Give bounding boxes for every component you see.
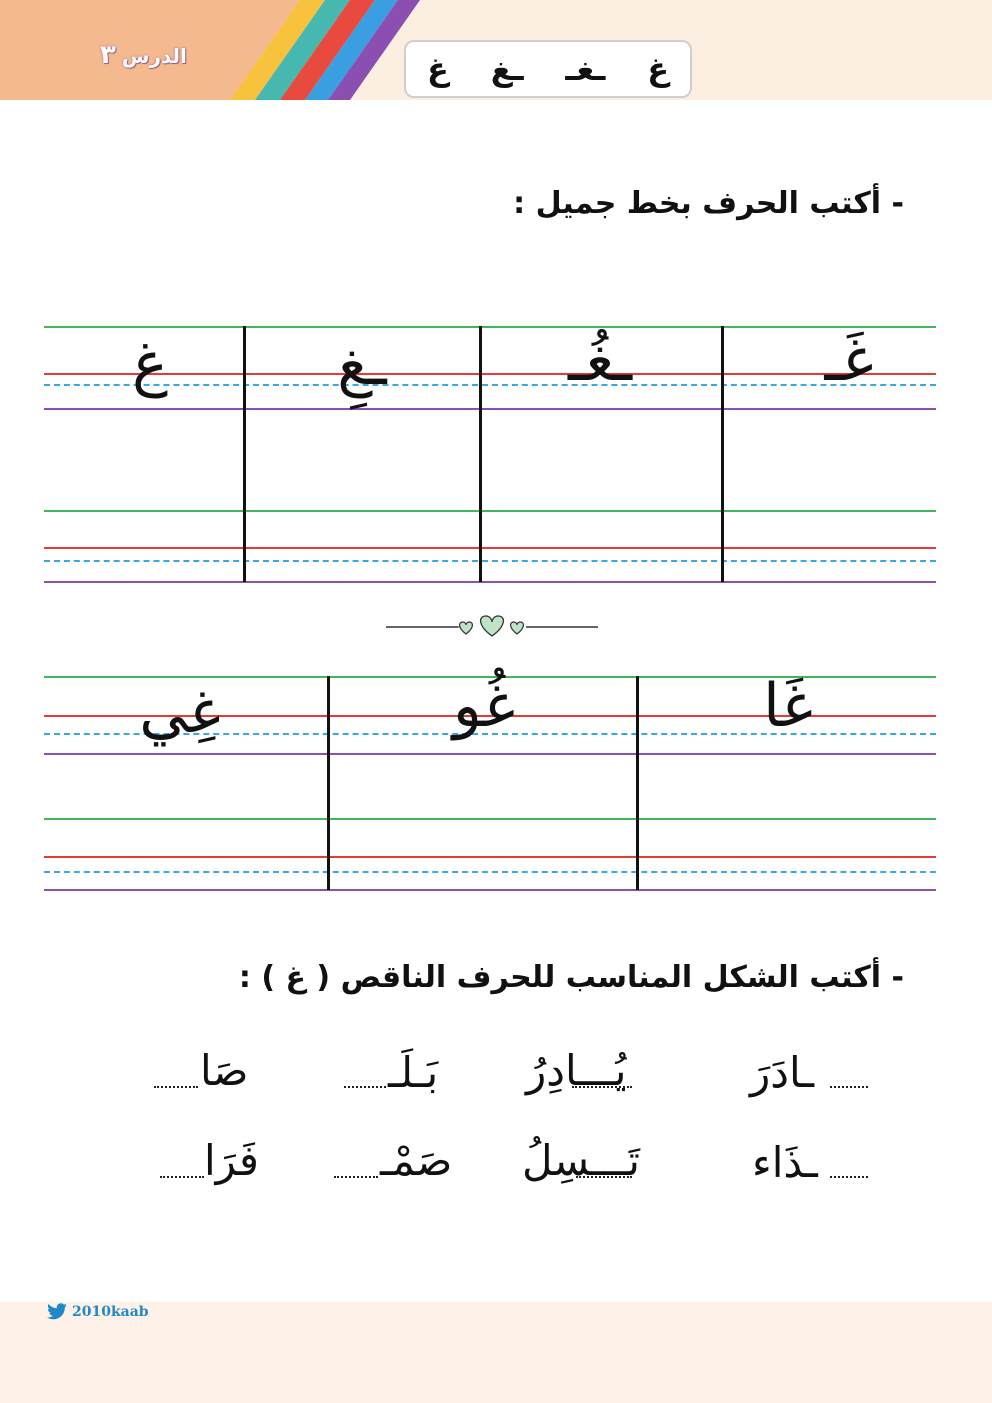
writing-grid-2 — [44, 671, 936, 894]
instruction-write-letter: - أكتب الحرف بخط جميل : — [513, 186, 904, 221]
practice-syllable-ga: غَا — [763, 671, 813, 741]
word-row2-4: فَرَا — [204, 1136, 259, 1185]
heart-divider — [386, 612, 598, 642]
letter-forms-box — [404, 40, 692, 98]
word-row2-1: ـذَاء — [752, 1138, 818, 1187]
letter-form-medial: ـغـ — [565, 50, 606, 88]
twitter-handle: 2010kaab — [72, 1304, 149, 1320]
practice-letter-medial: ـغُـ — [567, 325, 633, 395]
letter-form-initial: غ — [647, 50, 670, 88]
practice-letter-final: ـغِ — [337, 329, 387, 399]
practice-syllable-gu: غُو — [452, 671, 516, 741]
blank-4[interactable] — [154, 1086, 198, 1088]
practice-letter-isolated: غ — [132, 329, 168, 399]
word-row1-1: ـادَرَ — [750, 1048, 815, 1097]
rainbow-stripes — [0, 0, 420, 100]
practice-syllable-gi: غِي — [139, 677, 221, 747]
lesson-number: ٣ — [100, 40, 116, 70]
twitter-bird-icon — [46, 1303, 68, 1321]
twitter-credit[interactable] — [46, 1303, 149, 1321]
word-row2-3: صَمْـ — [380, 1136, 453, 1185]
word-row1-4: صَا — [200, 1046, 249, 1095]
page-header — [0, 0, 992, 100]
word-row2-2: تَـــسِلُ — [522, 1136, 640, 1185]
blank-8[interactable] — [160, 1176, 204, 1178]
blank-6[interactable] — [576, 1176, 632, 1178]
practice-letter-initial: غَـ — [824, 325, 874, 395]
letter-form-final: ـغ — [490, 50, 524, 88]
word-row1-2: يُـــادِرُ — [526, 1046, 627, 1095]
blank-1[interactable] — [830, 1086, 868, 1088]
writing-grid-1 — [44, 326, 936, 584]
letter-form-isolated: غ — [426, 50, 449, 88]
lesson-label: الدرس — [121, 44, 187, 68]
instruction-missing-letter: - أكتب الشكل المناسب للحرف الناقص ( غ ) : — [238, 960, 904, 995]
lesson-title — [100, 40, 187, 70]
blank-2[interactable] — [572, 1086, 632, 1088]
blank-3[interactable] — [344, 1086, 386, 1088]
blank-7[interactable] — [334, 1176, 378, 1178]
blank-5[interactable] — [830, 1176, 868, 1178]
word-row1-3: بَـلَـ — [388, 1048, 439, 1097]
